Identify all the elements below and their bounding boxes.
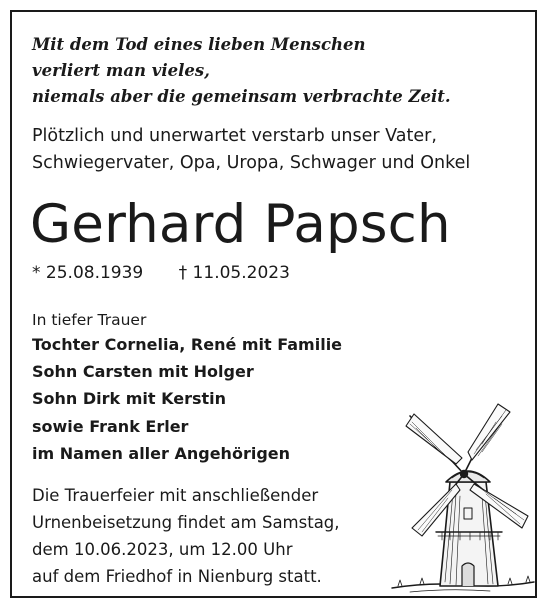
ceremony-line: auf dem Friedhof in Nienburg statt. [32,567,322,586]
birth-date: * 25.08.1939 [32,263,144,283]
quote-line: niemals aber die gemeinsam verbrachte Zeit. [32,87,451,106]
announcement-line: Schwiegervater, Opa, Uropa, Schwager und Onkel [32,153,471,173]
obituary-frame [10,10,537,598]
life-dates [32,260,290,286]
windmill-icon [390,382,536,596]
announcement-text [32,123,470,177]
mourner-line: Tochter Cornelia, René mit Familie [32,335,343,354]
announcement-line: Plötzlich und unerwartet verstarb unser Vater, [32,126,437,146]
deceased-name: Gerhard Papsch [30,194,451,255]
ceremony-line: Urnenbeisetzung findet am Samstag, [32,513,340,532]
mourner-line: Sohn Carsten mit Holger [32,362,254,382]
ceremony-line: dem 10.06.2023, um 12.00 Uhr [32,540,293,559]
mourner-line: sowie Frank Erler [32,416,189,436]
quote-line: Mit dem Tod eines lieben Menschen [32,35,366,54]
memorial-quote [32,32,451,110]
mourners-list [32,331,342,467]
quote-line: verliert man vieles, [32,61,210,80]
ceremony-info [32,482,340,590]
ceremony-line: Die Trauerfeier mit anschließender [32,486,319,505]
mourning-label: In tiefer Trauer [32,311,147,329]
death-date: † 11.05.2023 [178,263,290,283]
mourner-line: im Namen aller Angehörigen [32,443,291,463]
mourner-line: Sohn Dirk mit Kerstin [32,389,227,409]
